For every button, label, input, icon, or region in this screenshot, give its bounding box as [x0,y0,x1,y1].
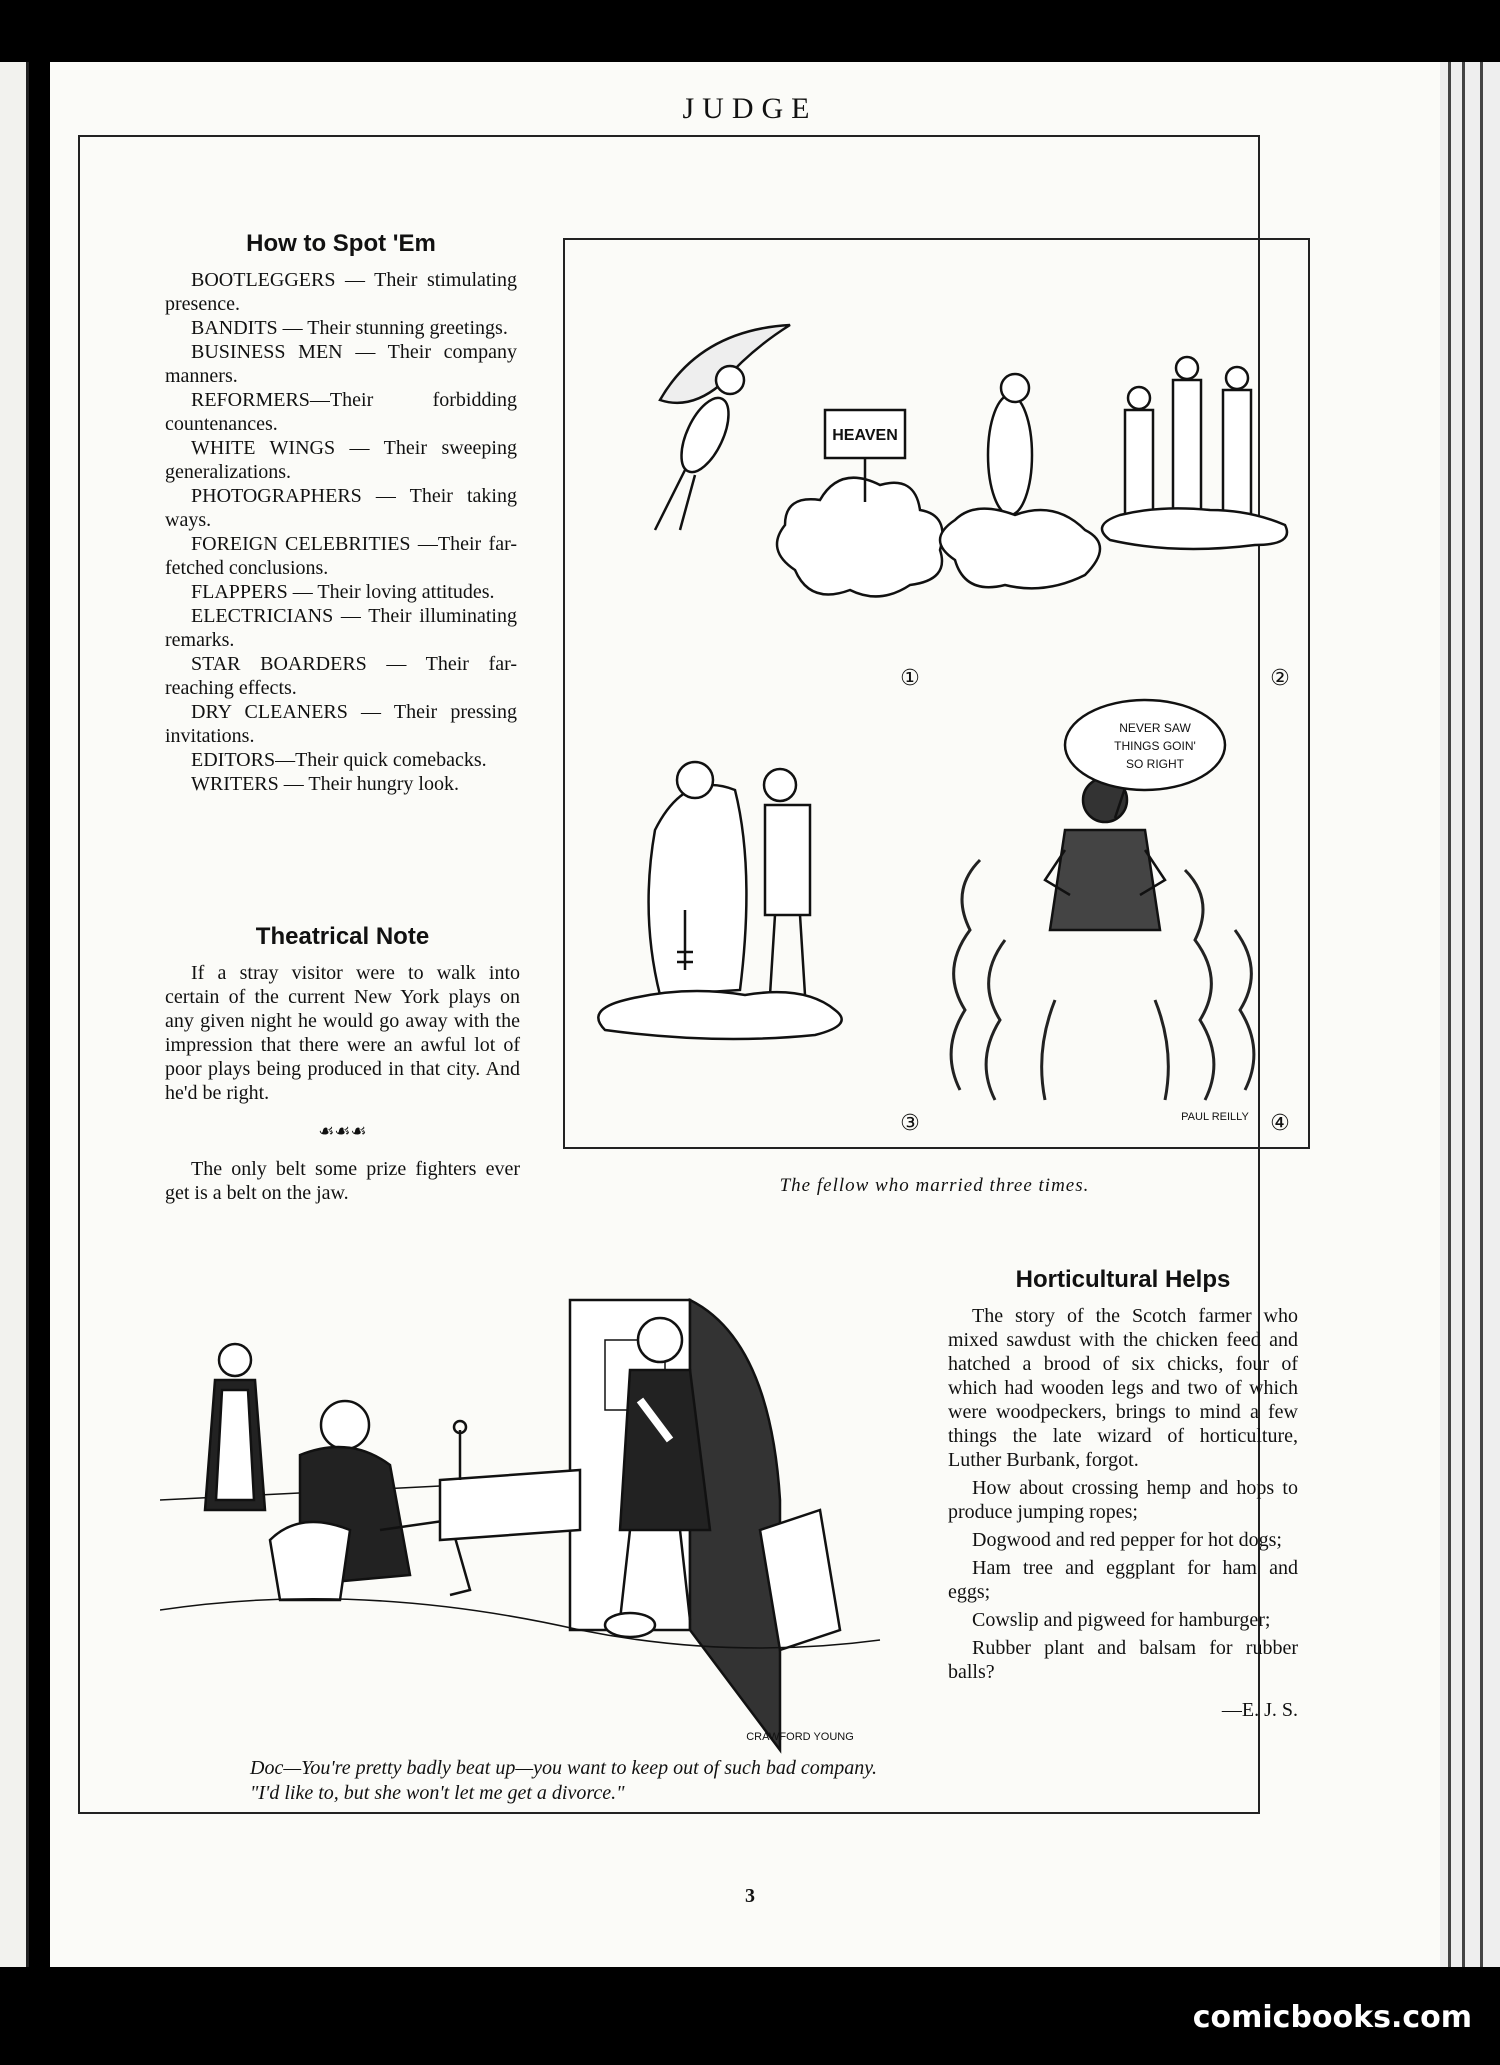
page-number: 3 [745,1885,755,1907]
speech-text: NEVER SAW [1119,721,1191,735]
paragraph: The only belt some prize fighters ever get is a belt on the jaw. [165,1158,520,1204]
cartoon-drawing [160,1280,920,1755]
list-item: PHOTOGRAPHERS — Their taking ways. [165,485,517,531]
panel-number: ② [1270,665,1290,690]
horticultural-helps-column [948,1268,1298,1722]
speech-text: THINGS GOIN' [1114,739,1196,753]
list-item: BANDITS — Their stunning greetings. [191,317,508,339]
section-title: Horticultural Helps [1015,1266,1231,1293]
paragraph: If a stray visitor were to walk into certain of the current New York plays on any given night he would go away with the impression that there were an awful lot of poor plays being produced in that city. And he'd be right. [165,962,520,1104]
list-item: STAR BOARDERS — Their far-reaching effects. [165,653,517,699]
panel-number: ④ [1270,1110,1290,1135]
list-item: WRITERS — Their hungry look. [191,773,459,795]
man-whispering [764,769,810,995]
list-item: BOOTLEGGERS — Their stimulating presence. [165,269,517,315]
heaven-sign-text: HEAVEN [832,427,898,444]
paragraph: Dogwood and red pepper for hot dogs; [972,1529,1282,1551]
list-item: REFORMERS—Their forbidding countenances. [165,389,517,435]
list-item: ELECTRICIANS — Their illuminating remarks. [165,605,517,651]
doctor-office-cartoon [160,1280,920,1755]
paragraph: Rubber plant and balsam for rubber balls? [948,1637,1298,1683]
list-item: EDITORS—Their quick comebacks. [191,749,487,771]
panel-number: ① [900,665,920,690]
caption-line: "I'd like to, but she won't let me get a divorce." [250,1782,625,1804]
panel-number: ③ [900,1110,920,1135]
cloud [598,991,841,1039]
how-to-spot-em-column [165,232,517,796]
speech-text: SO RIGHT [1125,757,1185,771]
caption-line: Doc—You're pretty badly beat up—you want to keep out of such bad company. [250,1757,877,1779]
author-signature: —E. J. S. [1221,1699,1298,1721]
dingbat-divider: ☙☙☙ [318,1121,367,1141]
artist-signature: CRAWFORD YOUNG [746,1731,854,1743]
four-panel-cartoon [563,238,1310,1149]
masthead: JUDGE [682,92,818,125]
list-item: DRY CLEANERS — Their pressing invitations. [165,701,517,747]
page-stack-edge [1440,62,1500,1967]
list-item: BUSINESS MEN — Their company manners. [165,341,517,387]
paragraph: Ham tree and eggplant for ham and eggs; [948,1557,1298,1603]
list-item: WHITE WINGS — Their sweeping generalizations. [165,437,517,483]
desk [440,1421,580,1540]
list-item: FLAPPERS — Their loving attitudes. [191,581,495,603]
cloud [777,478,943,597]
cartoon-drawing [565,240,1308,1147]
section-title: How to Spot 'Em [246,230,436,257]
paragraph: The story of the Scotch farmer who mixed sawdust with the chicken feed and hatched a brood of six chicks, four of which had wooden legs and two of which were woodpeckers, brings to mind a few things the late wizard of horticulture, Luther Burbank, forgot. [948,1305,1298,1471]
panel-caption: The fellow who married three times. [779,1175,1090,1196]
doctor-cartoon-caption [222,1756,882,1806]
paragraph: How about crossing hemp and hops to produce jumping ropes; [948,1477,1298,1523]
section-title: Theatrical Note [255,923,430,950]
nurse-figure [205,1344,265,1510]
flying-angel [655,325,790,530]
st-peter-figure [649,762,747,995]
theatrical-note-column [165,925,520,1205]
paragraph: Cowslip and pigweed for hamburger; [972,1609,1271,1631]
watermark: comicbooks.com [1192,2000,1472,2035]
previous-page-edge [0,62,29,1967]
arriving-angel [940,374,1100,588]
devil-figure [1045,778,1165,930]
artist-signature: PAUL REILLY [1181,1111,1249,1123]
list-item: FOREIGN CELEBRITIES —Their far-fetched conclusions. [165,533,517,579]
three-wives [1102,357,1287,549]
